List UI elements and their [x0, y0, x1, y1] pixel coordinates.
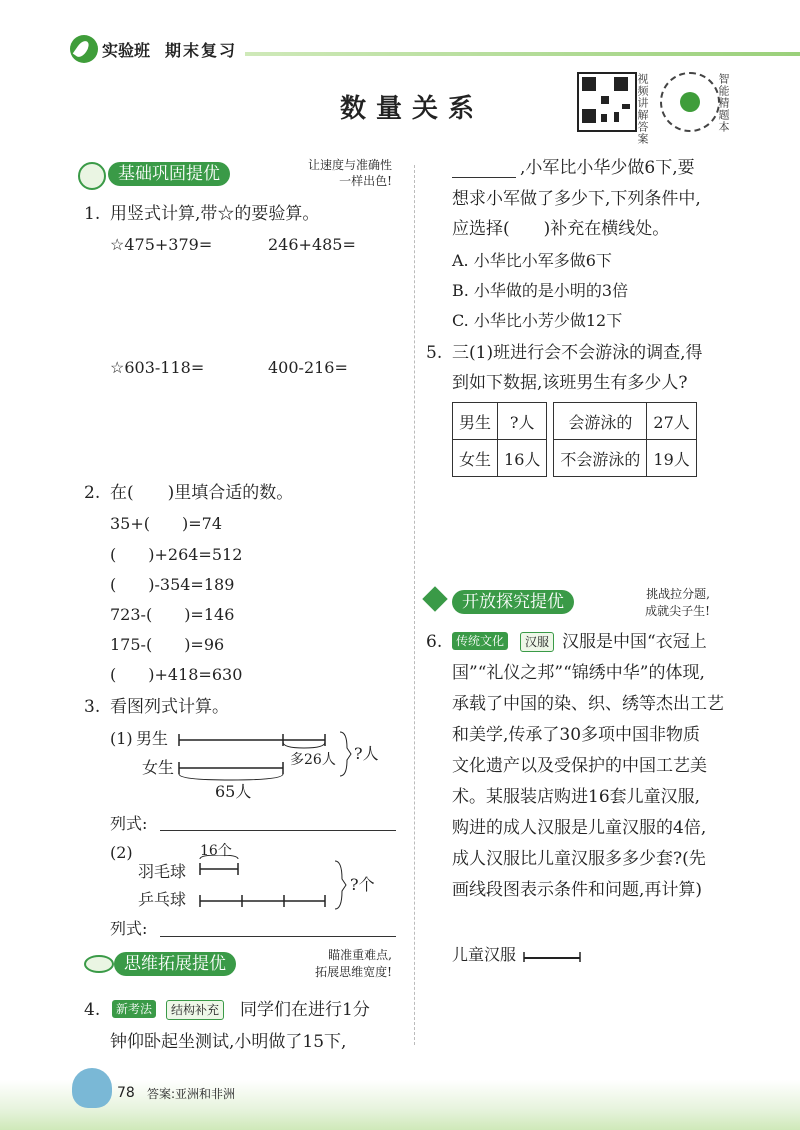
q6-line-4: 和美学,传承了30多项中国非物质 — [452, 725, 701, 745]
formula-blank-2[interactable] — [160, 936, 396, 937]
q6-child-label: 儿童汉服 — [452, 945, 517, 964]
diagram1-segments — [175, 728, 375, 788]
q3-number: 3. — [84, 697, 101, 717]
diagram1-girl-label: 女生 — [142, 758, 175, 777]
q2-item-4[interactable]: 723-( )=146 — [110, 605, 235, 624]
q4-line-5: 应选择( )补充在横线处。 — [452, 219, 670, 239]
q6-child-segment[interactable] — [522, 948, 584, 964]
table-row — [453, 403, 697, 440]
section-banner-basic: 基础巩固提优 — [108, 162, 230, 186]
slogan-thinking-1: 瞄准重难点, — [328, 948, 392, 962]
q2-item-6[interactable]: ( )+418=630 — [110, 665, 243, 684]
q2-item-2[interactable]: ( )+264=512 — [110, 545, 243, 564]
page-title: 数量关系 — [340, 94, 485, 124]
q6-badge-culture: 传统文化 — [452, 632, 508, 650]
formula-label-2: 列式: — [110, 919, 148, 938]
slogan-open-2: 成就尖子生! — [645, 604, 710, 618]
mini-program-code-icon[interactable] — [660, 72, 720, 132]
formula-label-1: 列式: — [110, 814, 148, 833]
slogan-basic-2: 一样出色! — [339, 174, 392, 188]
table-cell: 会游泳的 — [554, 403, 647, 440]
q4-option-c[interactable]: C. 小华比小芳少做12下 — [452, 311, 623, 330]
q6-line-8: 成人汉服比儿童汉服多多少套?(先 — [452, 849, 706, 869]
diagram2-badminton-label: 羽毛球 — [138, 862, 187, 881]
q6-number: 6. — [426, 632, 443, 652]
section-banner-thinking: 思维拓展提优 — [114, 952, 236, 976]
table-cell: 不会游泳的 — [554, 440, 647, 477]
diagram1-label: (1) — [110, 729, 133, 748]
q4-badge-type: 结构补充 — [166, 1000, 224, 1020]
leaf-logo-icon — [70, 35, 98, 63]
qr-caption-video: 视频讲解答案 — [636, 73, 649, 145]
diagram2-segments — [195, 855, 355, 915]
table-cell: ?人 — [498, 403, 547, 440]
q3-prompt: 看图列式计算。 — [110, 697, 229, 717]
q6-line-2: 国”“礼仪之邦”“锦绣中华”的体现, — [452, 663, 705, 683]
table-cell: 19人 — [647, 440, 696, 477]
table-gap — [547, 403, 554, 440]
q1-item-3: ☆603-118= — [110, 358, 205, 377]
q6-line-1: 汉服是中国“衣冠上 — [562, 632, 707, 652]
q2-number: 2. — [84, 483, 101, 503]
q4-line-2: 钟仰卧起坐测试,小明做了15下, — [110, 1032, 347, 1052]
dolphin-icon — [72, 1068, 112, 1108]
q6-line-7: 购进的成人汉服是儿童汉服的4倍, — [452, 818, 707, 838]
q4-number: 4. — [84, 1000, 101, 1020]
q4-badge-new: 新考法 — [112, 1000, 156, 1018]
q5-line-1: 三(1)班进行会不会游泳的调查,得 — [452, 343, 703, 363]
table-cell: 女生 — [453, 440, 498, 477]
slogan-basic-1: 让速度与准确性 — [307, 158, 392, 172]
q1-number: 1. — [84, 204, 101, 224]
q1-item-2: 246+485= — [268, 235, 356, 254]
page-number: 78 — [117, 1085, 135, 1101]
diagram1-boy-label: 男生 — [136, 729, 169, 748]
q5-number: 5. — [426, 343, 443, 363]
q6-line-9: 画线段图表示条件和问题,再计算) — [452, 880, 703, 900]
q4-line-3: ,小军比小华少做6下,要 — [452, 158, 695, 178]
q6-line-5: 文化遗产以及受保护的中国工艺美 — [452, 756, 707, 776]
survey-table — [452, 402, 697, 477]
diagram2-top: 16个 — [200, 843, 232, 859]
section-name: 期末复习 — [165, 41, 238, 60]
q2-item-1[interactable]: 35+( )=74 — [110, 514, 223, 533]
diagram2-pingpong-label: 乒乓球 — [138, 890, 187, 909]
slogan-thinking-2: 拓展思维宽度! — [315, 965, 392, 979]
q1-prompt: 用竖式计算,带☆的要验算。 — [110, 204, 320, 224]
q5-line-2: 到如下数据,该班男生有多少人? — [452, 373, 688, 393]
q2-item-3[interactable]: ( )-354=189 — [110, 575, 235, 594]
diagram2-label: (2) — [110, 843, 133, 862]
q4-option-b[interactable]: B. 小华做的是小明的3倍 — [452, 281, 629, 300]
q1-item-4: 400-216= — [268, 358, 348, 377]
q2-item-5[interactable]: 175-( )=96 — [110, 635, 225, 654]
q2-prompt: 在( )里填合适的数。 — [110, 483, 294, 503]
series-name: 实验班 — [102, 41, 151, 60]
answer-note: 答案:亚洲和非洲 — [147, 1087, 236, 1101]
diagram1-more: 多26人 — [290, 752, 336, 768]
header-rule — [245, 52, 800, 56]
diagram1-ask: ?人 — [354, 744, 379, 763]
q4-option-a[interactable]: A. 小华比小军多做6下 — [452, 251, 612, 270]
qr-caption-smart: 智能精题本 — [717, 73, 730, 133]
satellite-icon — [422, 586, 447, 611]
q6-badge-topic: 汉服 — [520, 632, 554, 652]
table-cell: 男生 — [453, 403, 498, 440]
slogan-open-1: 挑战拉分题, — [646, 587, 710, 601]
q6-line-3: 承载了中国的染、织、绣等杰出工艺 — [452, 694, 724, 714]
table-cell: 16人 — [498, 440, 547, 477]
formula-blank-1[interactable] — [160, 830, 396, 831]
q1-item-1: ☆475+379= — [110, 235, 213, 254]
section-banner-open: 开放探究提优 — [452, 590, 574, 614]
q4-line-4: 想求小军做了多少下,下列条件中, — [452, 189, 701, 209]
diagram1-total: 65人 — [215, 782, 252, 801]
qr-code-icon[interactable] — [577, 72, 637, 132]
planet-icon — [78, 162, 106, 190]
table-row — [453, 440, 697, 477]
diagram2-ask: ?个 — [350, 875, 375, 894]
table-cell: 27人 — [647, 403, 696, 440]
ufo-icon — [84, 955, 114, 973]
q6-line-6: 术。某服装店购进16套儿童汉服, — [452, 787, 701, 807]
q4-line-1: 同学们在进行1分 — [240, 1000, 370, 1020]
column-divider — [414, 165, 415, 1045]
table-gap — [547, 440, 554, 477]
